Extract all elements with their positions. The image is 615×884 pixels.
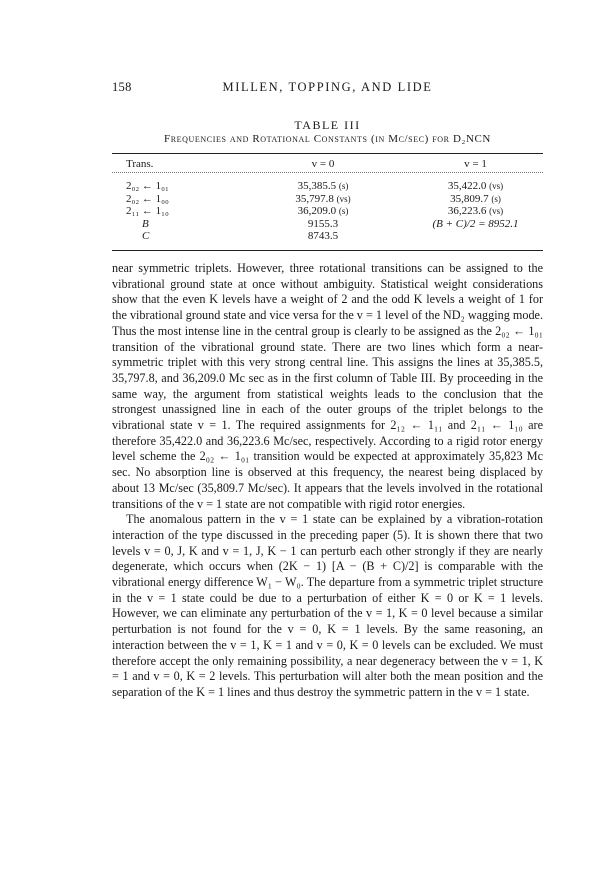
v0-intensity: (vs) — [336, 193, 351, 204]
constant-label: B — [142, 217, 149, 230]
transition-cell: 2₁₁ ← 1₁₀ — [126, 205, 169, 218]
v0-value: 8743.5 — [307, 230, 339, 243]
table-bottom-rule — [112, 250, 543, 251]
v0-cell — [238, 230, 408, 243]
page-number: 158 — [112, 80, 132, 94]
v1-cell — [408, 230, 543, 243]
v1-value: (B + C)/2 = 8952.1 — [432, 217, 519, 230]
v0-intensity: (s) — [338, 181, 349, 191]
v0-intensity: (s) — [338, 206, 349, 217]
table-row — [112, 193, 543, 206]
v1-cell — [408, 205, 543, 218]
v1-intensity: (s) — [491, 193, 501, 204]
v1-cell — [408, 218, 543, 231]
transition-cell: 2₀₂ ← 1₀₀ — [126, 192, 169, 205]
v0-cell — [238, 193, 408, 206]
frequency-table — [112, 156, 543, 243]
table-title: TABLE III — [294, 118, 361, 132]
table-header-row — [112, 156, 543, 172]
v0-value: 35,797.8 — [295, 192, 334, 205]
v0-cell — [238, 180, 408, 193]
body-text — [112, 261, 543, 701]
table-row — [112, 218, 543, 231]
v0-value: 9155.3 — [307, 217, 339, 230]
paragraph: The anomalous pattern in the v = 1 state can be explained by a vibration-rotation interaction of the type discussed in the preceding paper (5). It is shown there that two levels v = 0, J, K and v = 1, J, K − 1 can perturb each other strongly if they are nearly degenerate, which occurs when (2K − 1) [A − (B + C)/2] is comparable with the vibrational energy difference W₁ − W₀. The departure from a symmetric triplet structure in the v = 1 state could be due to a perturbation of either K = 0 or K = 1 levels. However, we can eliminate any perturbation of the v = 1, K = 0 level because a similar perturbation is not found for the v = 0, K = 1 levels. By the same reasoning, an interaction between the v = 1, K = 1 and v = 0, K = 0 levels can be excluded. We must therefore accept the only remaining possibility, a near degeneracy between the v = 1, K = 1 and v = 0, K = 2 levels. This perturbation will alter both the mean position and the separation of the K = 1 lines and thus destroy the symmetric pattern in the v = 1 state. — [112, 512, 543, 699]
table-row — [112, 180, 543, 193]
transition-cell: 2₀₂ ← 1₀₁ — [126, 180, 169, 192]
table-caption: Frequencies and Rotational Constants (in Mc/sec) for D₂NCN — [164, 133, 491, 145]
table-row — [112, 230, 543, 243]
v0-cell — [238, 205, 408, 218]
v1-value: 35,809.7 — [450, 192, 489, 205]
column-header-v0: v = 0 — [311, 158, 335, 170]
v1-intensity: (vs) — [489, 181, 504, 191]
table-row — [112, 205, 543, 218]
column-header-v1: v = 1 — [464, 158, 487, 170]
v0-value: 36,209.0 — [297, 205, 337, 218]
constant-label: C — [142, 230, 150, 243]
paragraph: near symmetric triplets. However, three rotational transitions can be assigned to the vibrational ground state at once without ambiguity. Statistical weight considerations show that the even K levels have a weight of 2 and the odd K levels a weight of 1 for the vibrational ground state and vice versa for the v = 1 level of the ND₂ wagging mode. Thus the most intense line in the central group is clearly to be assigned as the 2₀₂ ← 1₀₁ transition of the vibrational ground state. There are two lines which form a near-symmetric triplet with this very strong central line. This assigns the lines at 35,385.5, 35,797.8, and 36,209.0 Mc sec as in the first column of Table III. By proceeding in the same way, the argument from statistical weights leads to the conclusion that the strongest unassigned line in each of the outer groups of the triplet belongs to the vibrational state v = 1. The required assignments for 2₁₂ ← 1₁₁ and 2₁₁ ← 1₁₀ are therefore 35,422.0 and 36,223.6 Mc/sec, respectively. According to a rigid rotor energy level scheme the 2₀₂ ← 1₀₁ transition would be expected at approximately 35,823 Mc sec. No absorption line is observed at this frequency, the nearest being displaced by about 13 Mc/sec (35,809.7 Mc/sec). It appears that the levels involved in the rotational transitions of the v = 1 state are not compatible with rigid rotor energies. — [112, 261, 543, 511]
v1-cell — [408, 193, 543, 206]
column-header-trans: Trans. — [126, 158, 154, 170]
table-top-rule — [112, 153, 543, 154]
v0-cell — [238, 218, 408, 231]
v1-intensity: (vs) — [489, 206, 504, 217]
v1-cell — [408, 180, 543, 193]
page-header — [112, 80, 543, 96]
running-head: MILLEN, TOPPING, AND LIDE — [222, 80, 433, 94]
v0-value: 35,385.5 — [297, 180, 337, 192]
v1-value: 35,422.0 — [447, 180, 487, 192]
v1-value: 36,223.6 — [447, 205, 487, 218]
